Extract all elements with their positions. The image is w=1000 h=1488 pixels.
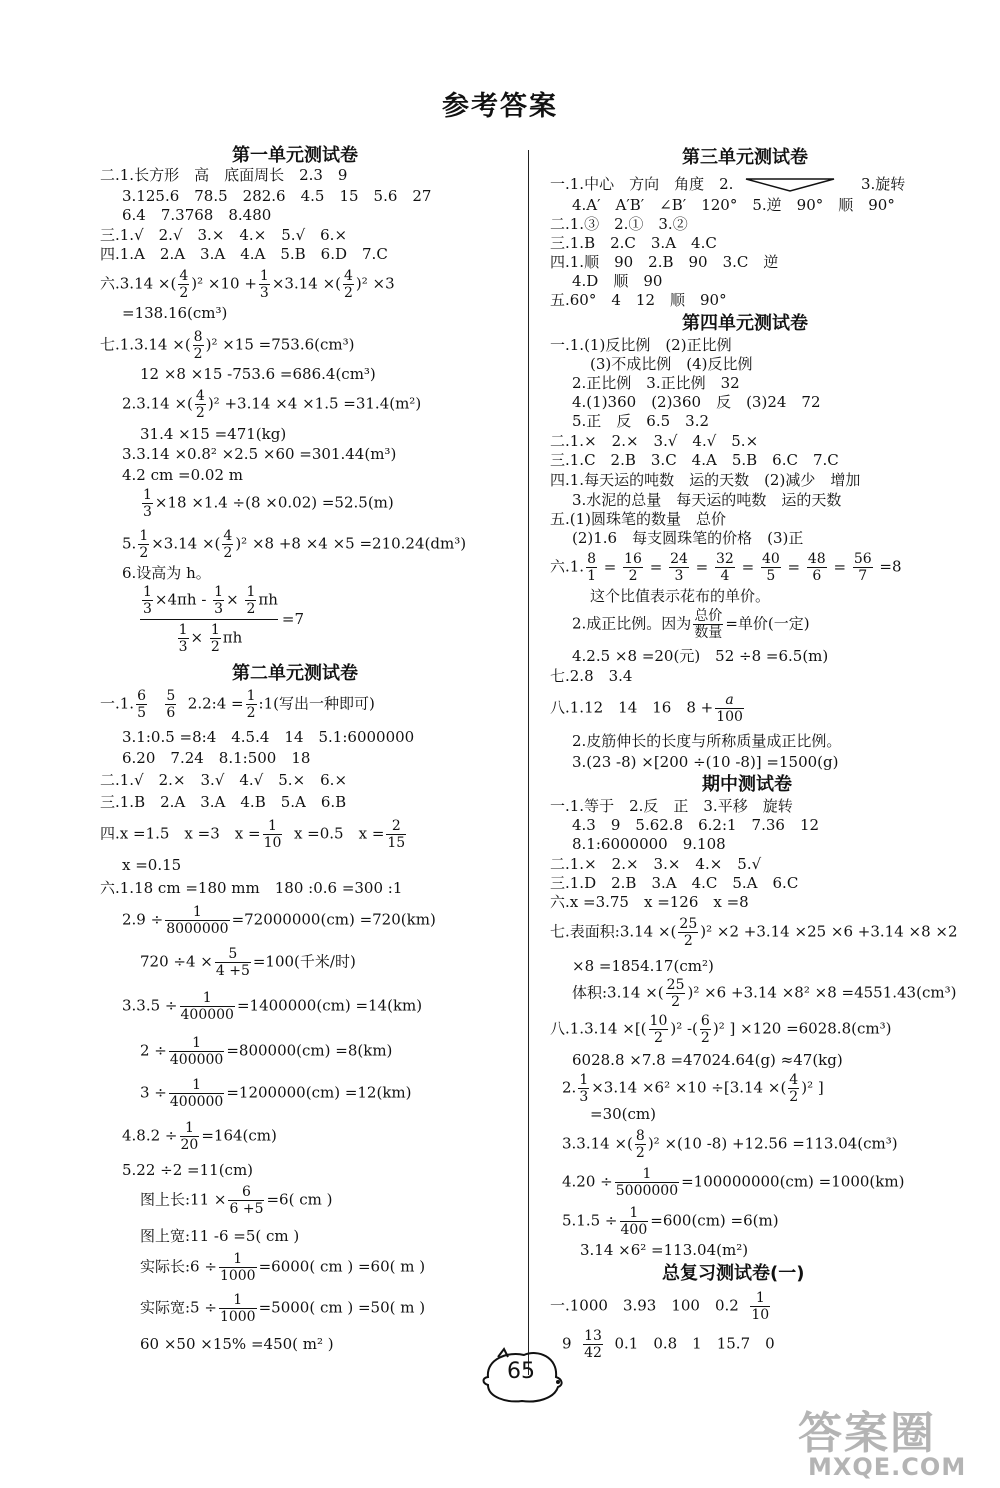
formula-line: 六.3.14 ×( $\frac{4}{2}$ )² ×10 + $\frac{1}{3}$ ×3.14 ×( $\frac{4}{2}$ )² ×3 (100, 268, 395, 301)
answer-line: 12 ×8 ×15 -753.6 =686.4(cm³) (140, 365, 376, 383)
answer-line: 一.1.中心 方向 角度 2. 3.旋转 (550, 175, 906, 193)
section-heading-unit4: 第四单元测试卷 (682, 313, 808, 334)
answer-line: 二.1.③ 2.① 3.② (550, 215, 688, 233)
answer-line: 一.1.(1)反比例 (2)正比例 (550, 336, 732, 354)
formula-line: $\frac{1}{3}$ ×18 ×1.4 ÷(8 ×0.02) =52.5(m) (143, 487, 394, 520)
triangle-figure (744, 176, 836, 194)
answer-line: 三.1.√ 2.√ 3.× 4.× 5.√ 6.× (100, 226, 348, 244)
answer-line: 四.1.每天运的吨数 运的天数 (2)减少 增加 (550, 471, 861, 489)
answer-line: 4.A′ A′B′ ∠B′ 120° 5.逆 90° 顺 90° (572, 196, 895, 214)
section-heading-unit1: 第一单元测试卷 (232, 145, 358, 166)
answer-line: 图上宽:11 -6 =5( cm ) (140, 1227, 300, 1245)
ratio-fraction: $\frac{24}{3}$ (670, 551, 688, 584)
compound-fraction: $\frac{1}{3}$ ×4πh - $\frac{1}{3}$ × $\frac{1}{2}$ πh $\frac{1}{3}$ × $\frac{1}{2}$ πh =7 (140, 584, 304, 655)
answer-line: 5.正 反 6.5 3.2 (572, 412, 710, 430)
answer-line: 2.皮筋伸长的长度与所称质量成正比例。 (572, 732, 842, 750)
answer-line: 8.1:6000000 9.108 (572, 835, 726, 853)
watermark-logo (778, 1395, 988, 1483)
formula-line: 3.3.5 ÷ $\frac{1}{400000}$ =1400000(cm) =14(km) (122, 990, 423, 1023)
section-heading-midterm: 期中测试卷 (702, 774, 792, 795)
answer-line: ×8 =1854.17(cm²) (572, 957, 714, 975)
ratio-fraction: $\frac{48}{6}$ (807, 551, 826, 584)
formula-line: 七.表面积:3.14 ×( $\frac{25}{2}$ )² ×2 +3.14 ×25 ×6 +3.14 ×8 ×2 (550, 916, 958, 949)
formula-line: 3 ÷ $\frac{1}{400000}$ =1200000(cm) =12(km) (140, 1077, 412, 1110)
formula-line: 3.3.14 ×( $\frac{8}{2}$ )² ×(10 -8) +12.56 =113.04(cm³) (562, 1128, 898, 1161)
answer-line: 6.20 7.24 8.1:500 18 (122, 749, 311, 767)
answer-line: =30(cm) (590, 1105, 656, 1123)
answer-line: 4.2 cm =0.02 m (122, 466, 243, 484)
answer-line: 4.D 顺 90 (572, 272, 663, 290)
answer-line: 3.(23 -8) ×[200 ÷(10 -8)] =1500(g) (572, 753, 839, 771)
section-heading-unit2: 第二单元测试卷 (232, 663, 358, 684)
page-number-badge (478, 1345, 568, 1405)
answer-line: 3.14 ×6² =113.04(m²) (580, 1241, 749, 1259)
answer-line: 二.1.√ 2.× 3.√ 4.√ 5.× 6.× (100, 771, 348, 789)
formula-line: 一.1. $\frac{6}{5}$ $\frac{5}{6}$ 2.2:4 = $\frac{1}{2}$ :1(写出一种即可) (100, 688, 375, 721)
answer-line: 二.1.长方形 高 底面周长 2.3 9 (100, 166, 348, 184)
page-number: 65 (507, 1359, 535, 1384)
answer-line: =138.16(cm³) (122, 304, 228, 322)
answer-line: 六.x =3.75 x =126 x =8 (550, 893, 749, 911)
answer-line: 31.4 ×15 =471(kg) (140, 425, 287, 443)
formula-line: 图上长:11 × $\frac{6}{6 +5}$ =6( cm ) (140, 1184, 333, 1217)
answer-line: 三.1.B 2.A 3.A 4.B 5.A 6.B (100, 793, 347, 811)
answer-line: 4.3 9 5.62.8 6.2:1 7.36 12 (572, 816, 820, 834)
answer-line: 3.125.6 78.5 282.6 4.5 15 5.6 27 (122, 187, 432, 205)
answer-line: 三.1.D 2.B 3.A 4.C 5.A 6.C (550, 874, 799, 892)
answer-line: (3)不成比例 (4)反比例 (590, 355, 753, 373)
answer-line: 5.22 ÷2 =11(cm) (122, 1161, 254, 1179)
answer-line: 三.1.B 2.C 3.A 4.C (550, 234, 717, 252)
column-divider (528, 150, 529, 1375)
formula-line: 八.1.3.14 ×[( $\frac{10}{2}$ )² -( $\frac{6}{2}$ )² ] ×120 =6028.8(cm³) (550, 1013, 892, 1046)
answer-line: 二.1.× 2.× 3.× 4.× 5.√ (550, 855, 762, 873)
ratio-fraction: $\frac{16}{2}$ (624, 551, 642, 584)
answer-line: 一.1.等于 2.反 正 3.平移 旋转 (550, 797, 793, 815)
formula-line: 2.成正比例。因为 $\frac{\text{总价}}{\text{数量}}$ =单价(一定) (572, 608, 810, 641)
formula-line: 四.x =1.5 x =3 x = $\frac{1}{10}$ x =0.5 x = $\frac{2}{15}$ (100, 818, 406, 851)
watermark-url: MXQE.COM (808, 1453, 967, 1481)
formula-line: 5. $\frac{1}{2}$ ×3.14 ×( $\frac{4}{2}$ )² ×8 +8 ×4 ×5 =210.24(dm³) (122, 528, 467, 561)
section-heading-review1: 总复习测试卷(一) (662, 1263, 805, 1284)
formula-line: 实际长:6 ÷ $\frac{1}{1000}$ =6000( cm ) =60( m ) (140, 1251, 426, 1284)
answer-line: 五.(1)圆珠笔的数量 总价 (550, 510, 727, 528)
formula-line: 9 $\frac{13}{42}$ 0.1 0.8 1 15.7 0 (562, 1328, 775, 1361)
answer-line: 四.1.A 2.A 3.A 4.A 5.B 6.D 7.C (100, 245, 388, 263)
formula-line: 2.9 ÷ $\frac{1}{8000000}$ =72000000(cm) =720(km) (122, 904, 436, 937)
answer-line: 4.2.5 ×8 =20(元) 52 ÷8 =6.5(m) (572, 647, 829, 665)
formula-line: 体积:3.14 ×( $\frac{25}{2}$ )² ×6 +3.14 ×8² ×8 =4551.43(cm³) (572, 977, 957, 1010)
answer-line: 七.2.8 3.4 (550, 667, 633, 685)
answer-line: 3.水泥的总量 每天运的吨数 运的天数 (572, 491, 842, 509)
watermark-text: 答案圈 (798, 1408, 936, 1459)
formula-line: 2. $\frac{1}{3}$ ×3.14 ×6² ×10 ÷[3.14 ×( $\frac{4}{2}$ )² ] (562, 1072, 824, 1105)
formula-line: 八.1.12 14 16 8 + $\frac{a}{100}$ (550, 692, 743, 725)
ratio-fraction: $\frac{32}{4}$ (716, 551, 734, 584)
ratio-fraction: $\frac{8}{1}$ (587, 551, 597, 584)
answer-line: 3.3.14 ×0.8² ×2.5 ×60 =301.44(m³) (122, 445, 397, 463)
ratio-line: 六.1. $\frac{8}{1}$ = $\frac{16}{2}$ = $\frac{24}{3}$ = $\frac{32}{4}$ = $\frac{40}{5}$ = $\frac{48}{6}$ = $\frac{56}{7}$ =8 (550, 551, 902, 584)
formula-line: 5.1.5 ÷ $\frac{1}{400}$ =600(cm) =6(m) (562, 1205, 779, 1238)
answer-line: x =0.15 (122, 856, 182, 874)
answer-line: 二.1.× 2.× 3.√ 4.√ 5.× (550, 432, 759, 450)
answer-line: 6.设高为 h。 (122, 564, 211, 582)
formula-line: 一.1000 3.93 100 0.2 $\frac{1}{10}$ (550, 1290, 770, 1323)
answer-line: 6028.8 ×7.8 =47024.64(g) ≈47(kg) (572, 1051, 843, 1069)
formula-line: 4.8.2 ÷ $\frac{1}{20}$ =164(cm) (122, 1120, 277, 1153)
answer-line: 五.60° 4 12 顺 90° (550, 291, 727, 309)
answer-line: 3.1:0.5 =8:4 4.5.4 14 5.1:6000000 (122, 728, 415, 746)
formula-line: 4.20 ÷ $\frac{1}{5000000}$ =100000000(cm) =1000(km) (562, 1166, 905, 1199)
answer-line: (2)1.6 每支圆珠笔的价格 (3)正 (572, 529, 804, 547)
formula-line: 2.3.14 ×( $\frac{4}{2}$ )² +3.14 ×4 ×1.5 =31.4(m²) (122, 388, 422, 421)
formula-line: 2 ÷ $\frac{1}{400000}$ =800000(cm) =8(km) (140, 1035, 393, 1068)
page-title: 参考答案 (442, 91, 558, 122)
answer-line: 6.4 7.3768 8.480 (122, 206, 272, 224)
ratio-fraction: $\frac{40}{5}$ (761, 551, 780, 584)
section-heading-unit3: 第三单元测试卷 (682, 147, 808, 168)
answer-line: 四.1.顺 90 2.B 90 3.C 逆 (550, 253, 779, 271)
answer-line: 六.1.18 cm =180 mm 180 :0.6 =300 :1 (100, 879, 403, 897)
formula-line: 720 ÷4 × $\frac{5}{4 +5}$ =100(千米/时) (140, 946, 356, 979)
answer-line: 2.正比例 3.正比例 32 (572, 374, 740, 392)
answer-line: 4.(1)360 (2)360 反 (3)24 72 (572, 393, 821, 411)
ratio-fraction: $\frac{56}{7}$ (853, 551, 872, 584)
formula-line: 七.1.3.14 ×( $\frac{8}{2}$ )² ×15 =753.6(cm³) (100, 329, 355, 362)
formula-line: 实际宽:5 ÷ $\frac{1}{1000}$ =5000( cm ) =50( m ) (140, 1292, 426, 1325)
answer-line: 三.1.C 2.B 3.C 4.A 5.B 6.C 7.C (550, 451, 839, 469)
answer-line: 这个比值表示花布的单价。 (590, 587, 771, 605)
answer-line: 60 ×50 ×15% =450( m² ) (140, 1335, 334, 1353)
